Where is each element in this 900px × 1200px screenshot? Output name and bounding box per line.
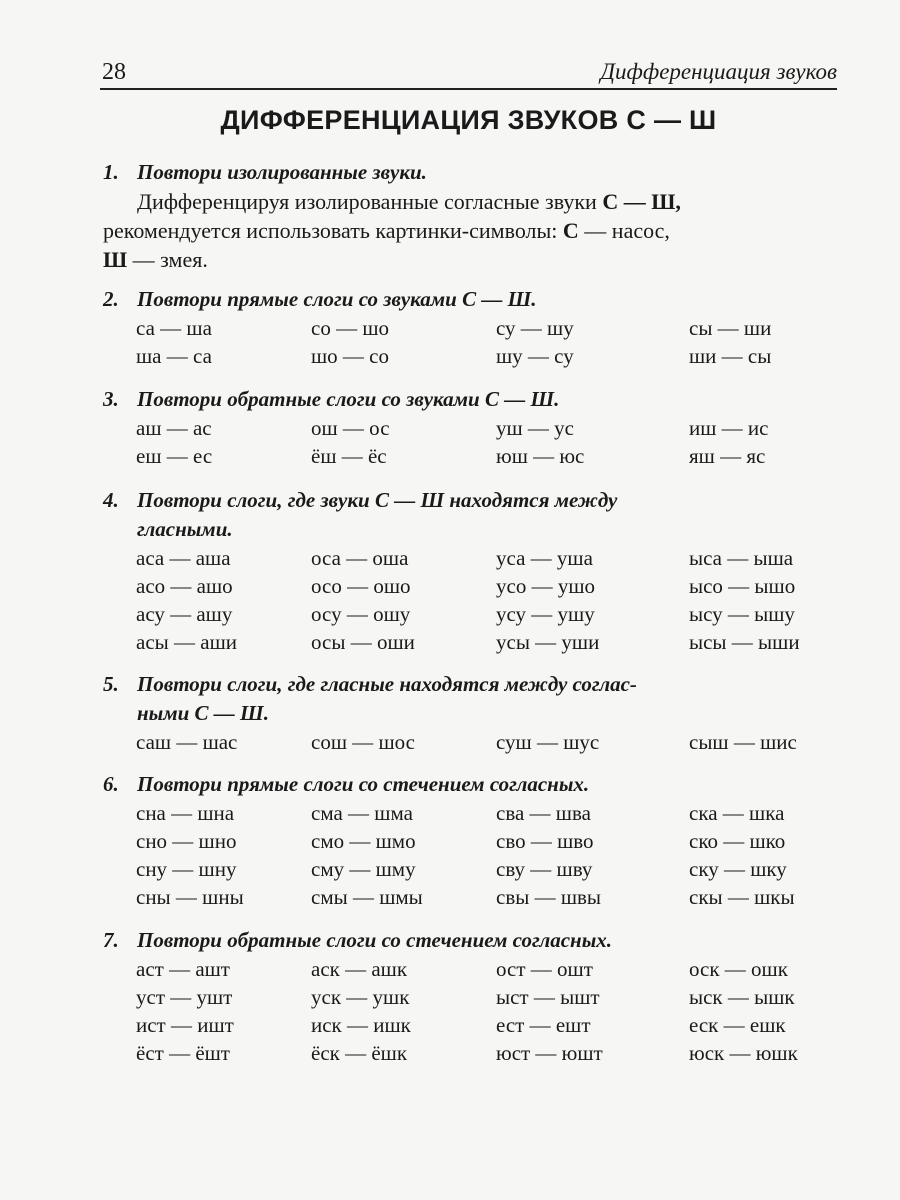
exercise-number: 2. <box>103 287 119 311</box>
running-title: Дифференциация звуков <box>600 59 837 84</box>
paragraph-line <box>103 216 837 245</box>
sound-letter: Ш <box>103 247 128 272</box>
paragraph-text: — змея. <box>132 247 208 272</box>
syllable-pair: сно — шно <box>136 829 237 853</box>
page-title: ДИФФЕРЕНЦИАЦИЯ ЗВУКОВ С — Ш <box>220 105 717 135</box>
syllable-pair: ист — ишт <box>136 1013 234 1037</box>
syllable-pair: сну — шну <box>136 857 237 881</box>
syllable-pair: са — ша <box>136 316 212 340</box>
syllable-pair: юш — юс <box>496 444 585 468</box>
syllable-pair: свы — швы <box>496 885 602 909</box>
paragraph-line <box>103 187 837 216</box>
exercise-heading-continued: гласными. <box>137 517 233 541</box>
exercise-number: 3. <box>103 387 119 411</box>
syllable-grid <box>136 314 837 370</box>
syllable-pair: сву — шву <box>496 857 593 881</box>
syllable-pair: еш — ес <box>136 444 213 468</box>
syllable-pair: уса — уша <box>496 546 593 570</box>
paragraph-text: Дифференцируя изолированные согласные звуки <box>137 189 597 214</box>
syllable-pair: ску — шку <box>689 857 787 881</box>
syllable-pair: аск — ашк <box>311 957 408 981</box>
syllable-pair: юск — юшк <box>689 1041 798 1065</box>
exercise-3 <box>103 385 837 470</box>
syllable-pair: аш — ас <box>136 416 212 440</box>
syllable-pair: суш — шус <box>496 730 600 754</box>
syllable-pair: асо — ашо <box>136 574 233 598</box>
exercise-heading-text: Повтори изолированные звуки. <box>137 160 427 184</box>
exercise-heading-text: Повтори обратные слоги со стечением согласных. <box>137 928 613 952</box>
exercise-heading-text: Повтори прямые слоги со звуками С — Ш. <box>137 287 537 311</box>
syllable-pair: ыск — ышк <box>689 985 795 1009</box>
exercise-heading-text: Повтори слоги, где звуки С — Ш находятся между <box>137 488 618 512</box>
syllable-pair: сна — шна <box>136 801 235 825</box>
exercise-heading <box>103 385 837 414</box>
syllable-pair: аст — ашт <box>136 957 230 981</box>
exercise-heading-continued: ными С — Ш. <box>137 701 269 725</box>
exercise-number: 1. <box>103 160 119 184</box>
syllable-pair: ысу — ышу <box>689 602 795 626</box>
syllable-pair: уск — ушк <box>311 985 410 1009</box>
exercise-number: 6. <box>103 772 119 796</box>
paragraph-text: — насос, <box>584 218 670 243</box>
syllable-pair: ыса — ыша <box>689 546 794 570</box>
syllable-pair: ост — ошт <box>496 957 593 981</box>
syllable-pair: сму — шму <box>311 857 416 881</box>
syllable-pair: сны — шны <box>136 885 244 909</box>
syllable-pair: со — шо <box>311 316 389 340</box>
syllable-pair: ши — сы <box>689 344 772 368</box>
syllable-pair: сыш — шис <box>689 730 797 754</box>
syllable-pair: иш — ис <box>689 416 769 440</box>
exercise-heading <box>103 285 837 314</box>
exercise-heading-text: Повтори прямые слоги со стечением согласных. <box>137 772 590 796</box>
exercise-2 <box>103 285 837 370</box>
exercise-1 <box>103 158 837 274</box>
syllable-pair: асы — аши <box>136 630 237 654</box>
syllable-pair: сы — ши <box>689 316 772 340</box>
syllable-pair: осу — ошу <box>311 602 411 626</box>
syllable-pair: ёш — ёс <box>311 444 387 468</box>
syllable-grid <box>136 728 837 756</box>
syllable-grid <box>136 544 837 656</box>
exercise-7 <box>103 926 837 1067</box>
syllable-pair: шо — со <box>311 344 389 368</box>
exercise-paragraph <box>103 187 837 274</box>
page-header <box>100 58 837 90</box>
syllable-pair: осо — ошо <box>311 574 411 598</box>
exercise-6 <box>103 770 837 911</box>
syllable-pair: ска — шка <box>689 801 785 825</box>
syllable-pair: су — шу <box>496 316 574 340</box>
syllable-pair: ысы — ыши <box>689 630 800 654</box>
punctuation: , <box>675 189 681 214</box>
page-number: 28 <box>102 59 126 85</box>
syllable-pair: ско — шко <box>689 829 786 853</box>
sound-letter: С <box>562 218 579 243</box>
syllable-grid <box>136 414 837 470</box>
syllable-pair: ыст — ышт <box>496 985 600 1009</box>
syllable-pair: сма — шма <box>311 801 413 825</box>
exercise-number: 4. <box>103 488 119 512</box>
paragraph-text: рекомендуется использовать картинки-символы: <box>103 218 558 243</box>
exercise-heading <box>103 770 837 799</box>
exercise-heading <box>103 670 837 699</box>
syllable-pair: усо — ушо <box>496 574 595 598</box>
syllable-pair: уш — ус <box>496 416 574 440</box>
syllable-pair: осы — оши <box>311 630 415 654</box>
exercise-4 <box>103 486 837 656</box>
syllable-pair: аса — аша <box>136 546 231 570</box>
syllable-pair: ёск — ёшк <box>311 1041 408 1065</box>
syllable-pair: усы — уши <box>496 630 600 654</box>
syllable-pair: юст — юшт <box>496 1041 603 1065</box>
syllable-pair: ест — ешт <box>496 1013 591 1037</box>
syllable-pair: асу — ашу <box>136 602 233 626</box>
exercise-heading-text: Повтори обратные слоги со звуками С — Ш. <box>137 387 560 411</box>
syllable-pair: смо — шмо <box>311 829 416 853</box>
syllable-pair: смы — шмы <box>311 885 423 909</box>
exercise-heading <box>103 158 837 187</box>
syllable-pair: ысо — ышо <box>689 574 796 598</box>
syllable-pair: оск — ошк <box>689 957 788 981</box>
syllable-pair: оса — оша <box>311 546 409 570</box>
syllable-pair: сва — шва <box>496 801 591 825</box>
exercise-heading <box>103 486 837 515</box>
exercise-heading <box>103 926 837 955</box>
syllable-pair: ша — са <box>136 344 212 368</box>
syllable-pair: скы — шкы <box>689 885 795 909</box>
syllable-pair: уст — ушт <box>136 985 233 1009</box>
syllable-pair: усу — ушу <box>496 602 595 626</box>
paragraph-line <box>103 245 837 274</box>
syllable-pair: еск — ешк <box>689 1013 786 1037</box>
syllable-pair: ёст — ёшт <box>136 1041 230 1065</box>
exercise-number: 7. <box>103 928 119 952</box>
syllable-pair: иск — ишк <box>311 1013 411 1037</box>
syllable-pair: яш — яс <box>689 444 766 468</box>
exercise-number: 5. <box>103 672 119 696</box>
syllable-grid <box>136 799 837 911</box>
exercise-heading-text: Повтори слоги, где гласные находятся между соглас- <box>137 672 637 696</box>
exercise-5 <box>103 670 837 756</box>
syllable-pair: сво — шво <box>496 829 594 853</box>
syllable-pair: саш — шас <box>136 730 238 754</box>
syllable-pair: сош — шос <box>311 730 416 754</box>
syllable-pair: ош — ос <box>311 416 390 440</box>
sound-pair: С — Ш <box>602 189 676 214</box>
syllable-grid <box>136 955 837 1067</box>
syllable-pair: шу — су <box>496 344 574 368</box>
